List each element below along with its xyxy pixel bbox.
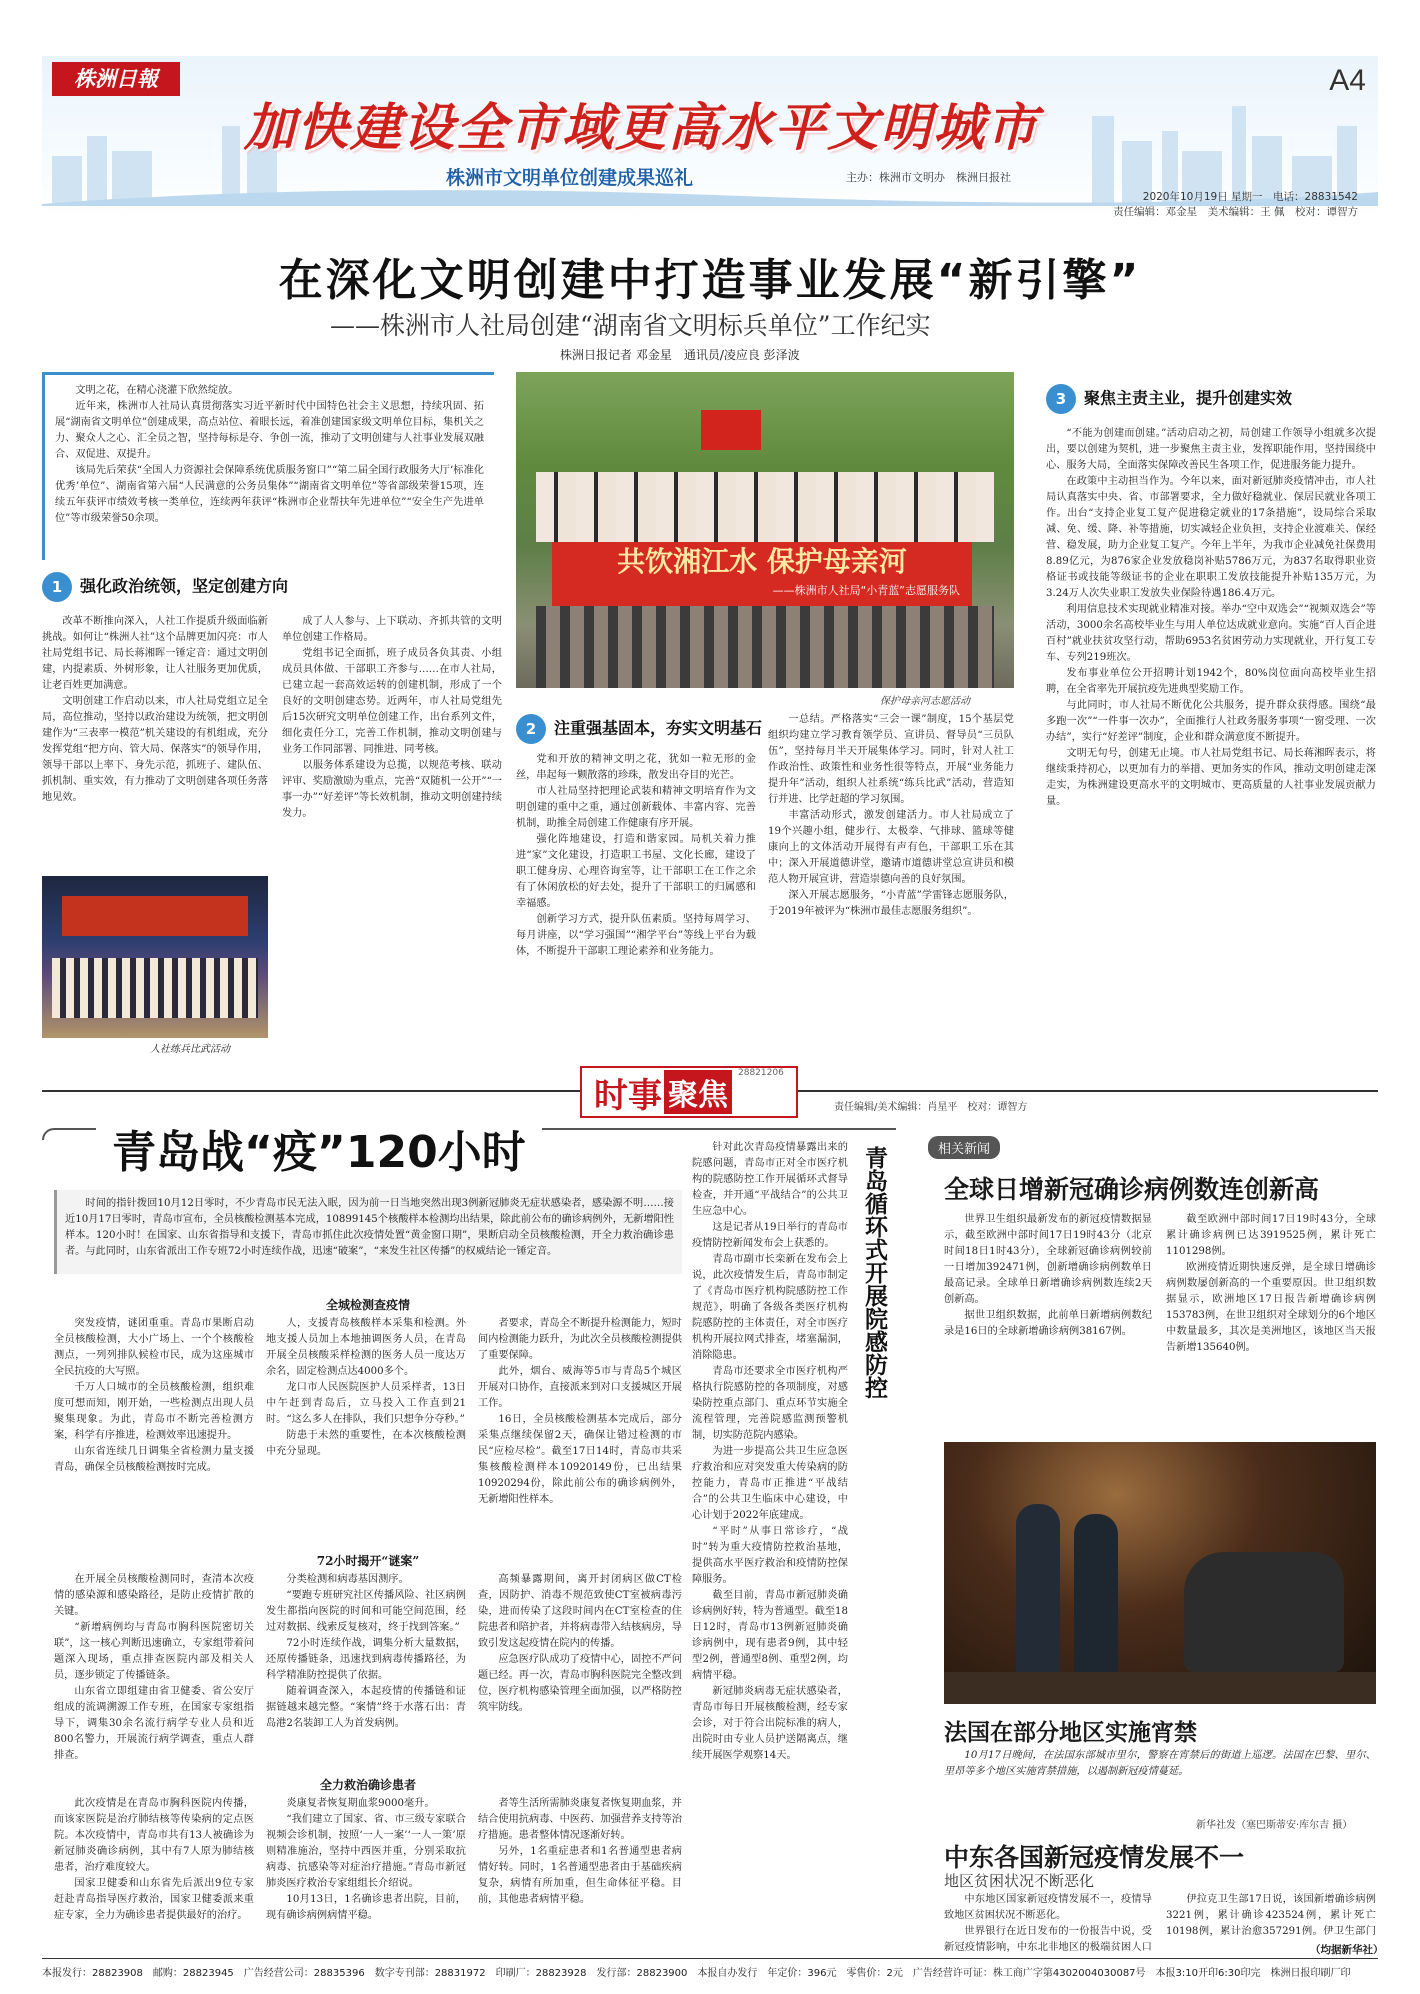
news-header: 时事 聚焦 28821206 — [580, 1066, 798, 1118]
qingdao-body2-c: 高频暴露期间，离开封闭病区做CT检查，因防护、消毒不规范致使CT室被病毒污染，进而传染了这段时间内在CT室检查的住院患者和陪护者，并将病毒带入结核病房，导致引发这起疫情在院内的传播。 应急医疗队成功了疫情中心，固控不严问题已经。再一次，青岛市胸科医院完全整改到位，医疗机构感染管理全面加强，以严格防控筑牢防线。 — [478, 1574, 682, 1713]
news-editors: 责任编辑/美术编辑：肖星平 校对：谭智方 — [834, 1102, 1028, 1113]
world-body2-b: 伊拉克卫生部17日说，该国新增确诊病例3221例，累计确诊423524例，累计死亡10198例，累计治愈357291例。伊卫生部门 — [1166, 1894, 1376, 1937]
world-subhead-2: 地区贫困状况不断恶化 — [944, 1872, 1095, 1890]
section-3-heading: 3 聚焦主责主业，提升创建实效 — [1046, 384, 1292, 414]
police-officer-right — [1074, 1514, 1118, 1674]
section-2-col-a: 党和开放的精神文明之花，犹如一粒无形的金丝，串起每一颗散落的珍珠，散发出夺目的光芒。 市人社局坚持把理论武装和精神文明培育作为文明创建的重中之重，通过创新载体、丰富内容、完善机制，助推全局创建工作健康有序开展。 强化阵地建设，打造和谐家园。局机关着力推进“家”文化建设，打造职工书屋、文化长廊，建设了职工健身房、心理咨询室等，让干部职工在工作之余有了休闲放松的好去处，提升了干部职工的归属感和幸福感。 创新学习方式，提升队伍素质。坚持每周学习、每月讲座，以“学习强国”“湘学平台”等线上平台为载体，不断提升干部职工理论素养和业务能力。 — [516, 754, 756, 957]
curfew-photo-credit: 新华社发（塞巴斯蒂安·库尔吉 摄） — [1196, 1820, 1353, 1831]
footer-info: 本报发行：28823908 邮购：28823945 广告经营公司：28835396 数字专刊部：28831972 印刷厂：28823928 发行部：28823900 本报自办发行 年定价：396元 零售价：2元 广告经营许可证：株工商广字第4302004030087号 本报3:10开印6:30印完 株洲日报印刷厂印 — [42, 1968, 1351, 1979]
related-news-tag: 相关新闻 — [928, 1136, 1000, 1159]
qingdao-body1-a: 突发疫情，谜团重重。青岛市果断启动全员核酸检测，大小广场上、一个个核酸检测点，一列列排队候检市民，成为这座城市全民抗疫的大写照。 千万人口城市的全员核酸检测，组织难度可想而知，刚开始，一些检测点出现人员聚集现象。为此，青岛市不断完善检测方案，科学有序推进，检测效率迅速提升。 山东省连续几日调集全省检测力量支援青岛，确保全员核酸检测按时完成。 — [54, 1318, 254, 1473]
lead-headline: 在深化文明创建中打造事业发展“新引擎” — [278, 255, 1142, 306]
footer-rule — [42, 1958, 1378, 1959]
qingdao-lead: 时间的指针拨回10月12日零时，不少青岛市民无法入眠，因为前一日当地突然出现3例新冠肺炎无症状感染者，感染源不明……接近10月17日零时，青岛市宣布，全员核酸检测基本完成，10899145个核酸样本检测均出结果，除此前公布的确诊病例外，无新增阳性样本。120小时！在国家、山东省指导和支援下，青岛市抓住此次疫情处置“黄金窗口期”，果断启动全员核酸检测，开全力救治确诊患者。与此同时，山东省派出工作专班72小时连续作战，迅速“破案”，“来发生社区传播”的权威结论一锤定音。 — [54, 1190, 682, 1274]
qingdao-body2-b: 分类检测和病毒基因测序。 “要跑专班研究社区传播风险、社区病例发生都指向医院的时间和可能空间范围，经过对数据、线索反复核对，终于找到答案。” 72小时连续作战，调集分析大量数据，还原传播链条，迅速找到病毒传播路径，为科学精准防控提供了依据。 随着调查深入，本起疫情的传播链和证据链越来越完整。“案情”终于水落石出：青岛港2名装卸工人为首发病例。 — [266, 1574, 466, 1729]
world-body1-b: 截至欧洲中部时间17日19时43分，全球累计确诊病例已达3919525例，累计死亡1101298例。 欧洲疫情近期快速反弹，是全球日增确诊病例数屡创新高的一个重要原因。世卫组织数据显示，欧洲地区17日报告新增确诊病例153783例，在世卫组织对全球划分的6个地区中数量最多，其次是美洲地区，该地区当天报告新增135640例。 — [1166, 1214, 1376, 1353]
newspaper-logo: 株洲日報 — [52, 62, 180, 96]
sponsor-line: 主办：株洲市文明办 株洲日报社 — [846, 171, 1011, 184]
section-2-heading: 2 注重强基固本，夯实文明基石 — [516, 714, 762, 744]
qingdao-sub2: 72小时揭开“谜案” — [316, 1554, 420, 1568]
qingdao-body3-c: 者等生活所需肺炎康复者恢复期血浆，并结合使用抗病毒、中医药、加强营养支持等治疗措施。患者整体情况逐渐好转。 另外，1名重症患者和1名普通型患者病情好转。同时，1名普通型患者由于基础疾病复杂，病情有所加重，但生命体征平稳。目前，其他患者病情平稳。 — [478, 1798, 682, 1905]
qingdao-body1-b: 人，支援青岛核酸样本采集和检测。外地支援人员加上本地抽调医务人员，在青岛开展全员核酸采样检测的医务人员一度达万余名，固定检测点达4000多个。 龙口市人民医院医护人员采样者，13日中午赶到青岛后，立马投入工作直到21时。“这么多人在排队，我们只想争分夺秒。” 防患于未然的重要性，在本次核酸检测中充分显现。 — [266, 1318, 466, 1457]
section-3-col: “不能为创建而创建。”活动启动之初，局创建工作领导小组就多次提出，要以创建为契机，进一步聚焦主责主业，发挥职能作用，坚持围绕中心、服务大局，全面落实保障改善民生各项工作，促进服务能力提升。 在政策中主动担当作为。今年以来，面对新冠肺炎疫情冲击，市人社局认真落实中央、省、市部署要求，全力做好稳就业、保居民就业各项工作。出台“支持企业复工复产促进稳定就业的17条措施”，设局综合采取减、免、缓、降、补等措施，切实减轻企业负担，支持企业渡难关、保经营、稳发展，助力企业复工复产。今年上半年，为我市企业减免社保费用8.89亿元，为876家企业发放稳岗补贴5786万元，为837名取得职业资格证书或技能等级证书的企业在职职工发放技能提升补贴135万元，为3.24万人次失业职工发放失业保险待遇186.4万元。 利用信息技术实现就业精准对接。举办“空中双选会”“视频双选会”等活动，3000余名高校毕业生与用人单位达成就业意向。实施“百人百企进百村”就业扶贫攻坚行动，帮助6953名贫困劳动力实现就业，开行复工专车、专列219班次。 发布事业单位公开招聘计划1942个，80%岗位面向高校毕业生招聘，在全省率先开展抗疫先进典型奖励工作。 与此同时，市人社局不断优化公共服务，提升群众获得感。围绕“最多跑一次”“一件事一次办”，全面推行人社政务服务事项“一窗受理、一次办结”，实行“好差评”制度，企业和群众满意度不断提升。 文明无句号，创建无止境。市人社局党组书记、局长蒋湘晖表示，将继续秉持初心，以更加有力的举措、更加务实的作风，推动文明创建走深走实，为株洲建设更高水平的文明城市、更高质量的人社事业发展贡献力量。 — [1046, 428, 1376, 807]
world-headline-1: 全球日增新冠确诊病例数连创新高 — [944, 1175, 1320, 1204]
date-line: 2020年10月19日 星期一 电话：28831542 — [1142, 191, 1358, 203]
qingdao-body2-a: 在开展全员核酸检测同时，查清本次疫情的感染源和感染路径，是防止疫情扩散的关键。 “新增病例均与青岛市胸科医院密切关联”，这一核心判断迅速确立，专家组带着问题深入现场，重点排查医院内部及相关人员，逐步锁定了传播链条。 山东省立即组建由省卫健委、省公安厅组成的流调溯源工作专班，在国家专家组指导下，调集30余名流行病学专业人员和近800名警力，开展流行病学调查，重点人群排查。 — [54, 1574, 254, 1761]
world-body1-a: 世界卫生组织最新发布的新冠疫情数据显示，截至欧洲中部时间17日19时43分（北京时间18日1时43分），全球新冠确诊病例较前一日增加392471例，创新增确诊病例数单日最高记录。全球单日新增确诊病例数连续2天创新高。 据世卫组织数据，此前单日新增病例数纪录是16日的全球新增确诊病例38167例。 — [944, 1214, 1152, 1337]
river-protection-photo — [516, 372, 1014, 688]
photo-caption-top: 保护母亲河志愿活动 — [880, 696, 970, 707]
masthead — [42, 56, 1378, 220]
curfew-caption-title: 法国在部分地区实施宵禁 — [944, 1720, 1197, 1746]
qingdao-sub3: 全力救治确诊患者 — [319, 1778, 416, 1792]
stage-backdrop — [62, 896, 248, 936]
photo-caption-left: 人社练兵比武活动 — [150, 1044, 230, 1055]
lead-subtitle: ——株洲市人社局创建“湖南省文明标兵单位”工作纪实 — [330, 311, 931, 340]
paris-curfew-photo — [944, 1442, 1376, 1704]
section-2-col-b: 一总结。严格落实“三会一课”制度，15个基层党组织均建立学习教育领学员、宣讲员、督导员“三员队伍”，坚持每月半天开展集体学习。同时，针对人社工作政治性、政策性和业务性很等特点，开展“业务能力提升年”活动，组织人社系统“练兵比武”活动，营造知行并进、比学赶超的学习氛围。 丰富活动形式，激发创建活力。市人社局成立了19个兴趣小组，健步行、太极拳、气排球、篮球等健康向上的文体活动开展得有声有色，干部职工乐在其中；深入开展道德讲堂，邀请市道德讲堂总宣讲员和模范人物开展宣讲，营造崇德向善的良好氛围。 深入开展志愿服务，“小青蓝”学雷锋志愿服务队，于2019年被评为“株洲市最佳志愿服务组织”。 — [768, 714, 1014, 917]
qingdao-side-body: 针对此次青岛疫情暴露出来的院感问题，青岛市正对全市医疗机构的院感防控工作开展循环式督导检查，并开通“平战结合”的公共卫生应急中心。 这是记者从19日举行的青岛市疫情防控新闻发布会上获悉的。 青岛市副市长栾新在发布会上说，此次疫情发生后，青岛市制定了《青岛市医疗机构院感防控工作规范》，明确了各级各类医疗机构院感防控的主体责任，对全市医疗机构开展拉网式排查，堵塞漏洞，消除隐患。 青岛市还要求全市医疗机构严格执行院感防控的各项制度，对感染防控重点部门、重点环节实施全流程管理，完善院感监测预警机制，切实防范院内感染。 为进一步提高公共卫生应急医疗救治和应对突发重大传染病的防控能力，青岛市正推进“平战结合”的公共卫生临床中心建设，中心计划于2022年底建成。 “平时”从事日常诊疗，“战时”转为重大疫情防控救治基地，提供高水平医疗救治和疫情防控保障服务。 截至目前，青岛市新冠肺炎确诊病例好转，特为普通型。截至18日12时，青岛市13例新冠肺炎确诊病例中，现有患者9例，其中轻型2例，普通型8例、重型2例，均病情平稳。 新冠肺炎病毒无症状感染者，青岛市每日开展核酸检测，经专家会诊，对于符合出院标准的病人，出院时由专业人员护送隔离点，继续开展医学观察14天。 — [692, 1142, 848, 1761]
campaign-slogan: 加快建设全市域更高水平文明城市 — [244, 99, 1040, 158]
section-1-heading: 1 强化政治统领，坚定创建方向 — [42, 572, 288, 602]
police-officer-left — [1016, 1504, 1060, 1674]
qingdao-side-title: 青岛循环式开展院感防控 — [861, 1146, 887, 1399]
volunteer-legs — [536, 606, 994, 688]
qingdao-headline: 青岛战“疫”120小时 — [96, 1116, 542, 1180]
section-1-col-b: 成了人人参与、上下联动、齐抓共管的文明单位创建工作格局。 党组书记全面抓，班子成员各负其责、小组成员具体做、干部职工齐参与……在市人社局，已建立起一套高效运转的创建机制，形成了一个良好的文明创建态势。近两年，市人社局党组先后15次研究文明单位创建工作，出台系列文件，细化责任分工，完善工作机制，推动文明创建与业务工作同部署、同推进、同考核。 以服务体系建设为总揽，以规范考核、联动评审、奖励激励为重点，完善“双随机一公开”“一事一办”“好差评”等长效机制，推动文明创建持续发力。 — [282, 616, 502, 819]
contestants — [52, 958, 258, 1018]
world-credit: （均据新华社） — [1310, 1944, 1384, 1956]
red-banner: 共饮湘江水 保护母亲河 ——株洲市人社局“小青蓝”志愿服务队 — [552, 542, 972, 606]
series-title: 株洲市文明单位创建成果巡礼 — [446, 167, 694, 189]
editors-line: 责任编辑：邓金星 美术编辑：王 佩 校对：谭智方 — [1113, 206, 1358, 218]
section-1-col-a: 改革不断推向深入，人社工作提质升级面临新挑战。如何让“株洲人社”这个品牌更加闪亮：市人社局党组书记、局长蒋湘晖一锤定音：通过文明创建，内提素质、外树形象，让人社服务更加优质，让老百姓更加满意。 文明创建工作启动以来，市人社局党组立足全局，高位推动，坚持以政治建设为统领，把文明创建作为“三表率一模范”机关建设的有机组成，充分发挥党组“把方向、管大局、保落实”的领导作用，领导干部以上率下、身先示范，抓班子、建队伍、抓机制、重实效，有力推动了文明创建各项任务落地见效。 — [42, 616, 268, 803]
volunteer-group — [536, 472, 994, 542]
lead-byline: 株洲日报记者 邓金星 通讯员/凌应良 彭泽波 — [560, 348, 800, 362]
party-flag — [701, 410, 761, 450]
world-headline-2: 中东各国新冠疫情发展不一 — [944, 1843, 1245, 1872]
lead-intro: 文明之花，在精心浇灌下欣然绽放。 近年来，株洲市人社局认真贯彻落实习近平新时代中国特色社会主义思想，持续巩固、拓展“湖南省文明单位”创建成果，高点站位、着眼长远，着准创建国家级文明单位目标，集机关之力、聚众人之心、汇全员之智，坚持每标是夺、争创一流，推动了文明创建与人社事业发展双融合、双促进、双提升。 该局先后荣获“全国人力资源社会保障系统优质服务窗口”“第二届全国行政服务大厅‘标准化优秀’单位”、湖南省第六届“人民满意的公务员集体”“湖南省文明单位”等省部级荣誉15项，连续五年获评市绩效考核一类单位，连续两年获评“株洲市企业帮扶年先进单位”“安全生产先进单位”等市级荣誉50余项。 — [42, 372, 494, 560]
street-ground — [944, 1672, 1376, 1704]
qingdao-body1-c: 者要求，青岛全不断提升检测能力，短时间内检测能力跃升，为此次全员核酸检测提供了重要保障。 此外，烟台、威海等5市与青岛5个城区开展对口协作，直接派来到对口支援城区开展工作。 16日，全员核酸检测基本完成后，部分采集点继续保留2天，确保让错过检测的市民“应检尽检”。截至17日14时，青岛市共采集核酸检测样本10920149份，已出结果10920294份，除此前公布的确诊病例外，无新增阳性样本。 — [478, 1318, 682, 1505]
skills-competition-photo — [42, 876, 268, 1038]
world-body2-a: 中东地区国家新冠疫情发展不一，疫情导致地区贫困状况不断恶化。 世界银行在近日发布的一份报告中说，受新冠疫情影响，中东北非地区的极端贫困人口 — [944, 1894, 1152, 1953]
curfew-caption: 10月17日晚间，在法国东部城市里尔，警察在宵禁后的街道上巡逻。法国在巴黎、里尔、里昂等多个地区实施宵禁措施，以遏制新冠疫情蔓延。 — [944, 1750, 1376, 1777]
qingdao-body3-a: 此次疫情是在青岛市胸科医院内传播，而该家医院是治疗肺结核等传染病的定点医院。本次疫情中，青岛市共有13人被确诊为新冠肺炎确诊病例，其中有7人原为肺结核患者，治疗难度较大。 国家卫健委和山东省先后派出9位专家赶赴青岛指导医疗救治，国家卫健委派来重症专家，全力为确诊患者提供最好的治疗。 — [54, 1798, 254, 1921]
page-number: A4 — [1329, 64, 1366, 97]
qingdao-body3-b: 炎康复者恢复期血浆9000毫升。 “我们建立了国家、省、市三级专家联合视频会诊机制，按照‘一人一案’‘一人一策’原则精准施治，坚持中西医并重，分别采取抗病毒、抗感染等对症治疗措施。”青岛市新冠肺炎医疗救治专家组组长介绍说。 10月13日，1名确诊患者出院，目前，现有确诊病例病情平稳。 — [266, 1798, 466, 1921]
scooter — [1184, 1552, 1344, 1672]
qingdao-sub1: 全城检测查疫情 — [325, 1298, 410, 1312]
